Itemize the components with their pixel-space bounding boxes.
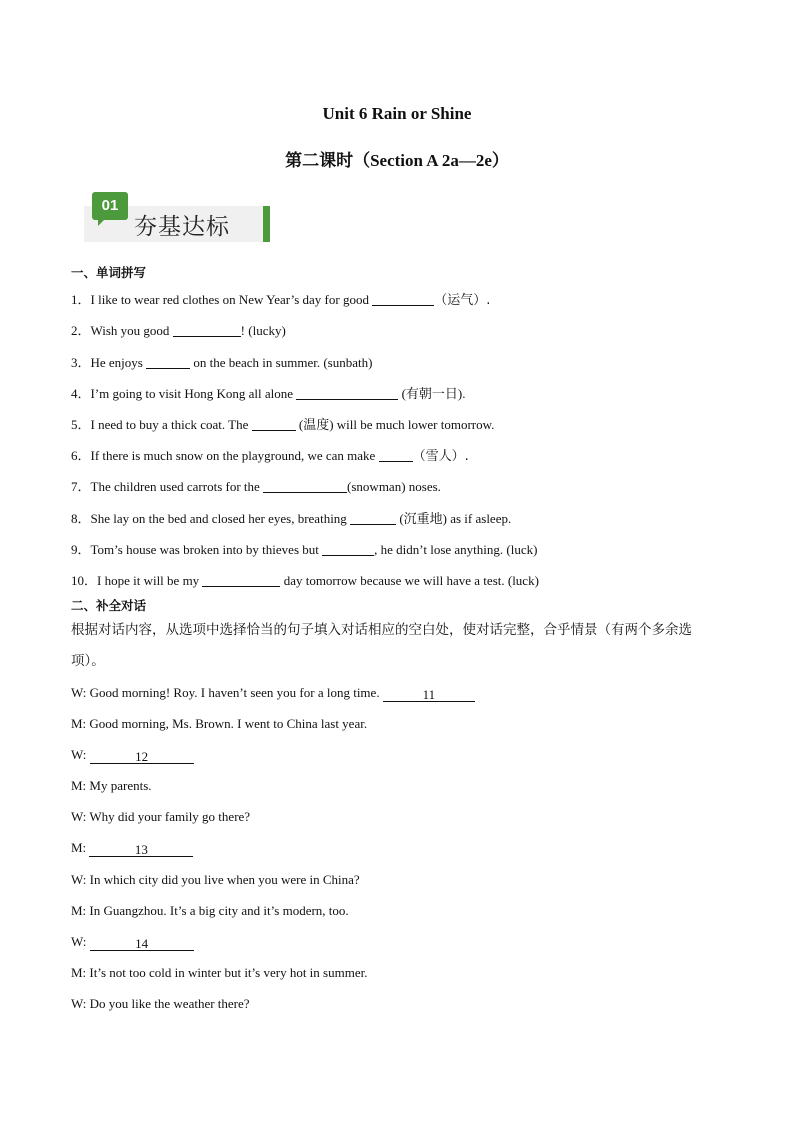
- question-3: 3．He enjoys on the beach in summer. (sunbath): [71, 355, 373, 370]
- answer-blank[interactable]: [202, 572, 280, 587]
- answer-blank[interactable]: 11: [383, 687, 475, 702]
- answer-blank[interactable]: [379, 447, 413, 462]
- question-8: 8．She lay on the bed and closed her eyes, breathing (沉重地) as if asleep.: [71, 511, 512, 526]
- dialogue-line: M: Good morning, Ms. Brown. I went to China last year.: [71, 716, 368, 731]
- dialogue-line: W: Do you like the weather there?: [71, 996, 250, 1011]
- answer-blank[interactable]: [372, 291, 434, 306]
- dialogue-line: W: Why did your family go there?: [71, 809, 251, 824]
- question-5: 5．I need to buy a thick coat. The (温度) will be much lower tomorrow.: [71, 417, 495, 432]
- question-9: 9．Tom’s house was broken into by thieves but , he didn’t lose anything. (luck): [71, 542, 538, 557]
- section2-instruction: 根据对话内容，从选项中选择恰当的句子填入对话相应的空白处，使对话完整，合乎情景（有两个多余选项）。: [71, 622, 692, 669]
- question-6: 6．If there is much snow on the playground, we can make （雪人）.: [71, 448, 469, 464]
- section1-heading: 一、单词拼写: [71, 265, 147, 280]
- question-4: 4．I’m going to visit Hong Kong all alone (有朝一日).: [71, 386, 466, 401]
- question-10: 10．I hope it will be my day tomorrow because we will have a test. (luck): [71, 573, 539, 588]
- question-2: 2．Wish you good ! (lucky): [71, 323, 286, 338]
- answer-blank[interactable]: [173, 322, 241, 337]
- dialogue-line: W: 14: [71, 934, 194, 951]
- answer-blank[interactable]: 12: [90, 749, 194, 764]
- answer-blank[interactable]: [263, 478, 347, 493]
- question-7: 7．The children used carrots for the (snowman) noses.: [71, 479, 441, 494]
- answer-blank[interactable]: [322, 541, 374, 556]
- dialogue-line: W: Good morning! Roy. I haven’t seen you for a long time. 11: [71, 685, 475, 702]
- answer-blank[interactable]: [296, 385, 398, 400]
- question-1: 1．I like to wear red clothes on New Year’s day for good （运气）.: [71, 292, 491, 308]
- section2-heading: 二、补全对话: [71, 598, 147, 613]
- dialogue-line: W: In which city did you live when you were in China?: [71, 872, 360, 887]
- answer-blank[interactable]: [350, 510, 396, 525]
- dialogue-line: W: 12: [71, 747, 194, 764]
- dialogue-line: M: It’s not too cold in winter but it’s very hot in summer.: [71, 965, 368, 980]
- answer-blank[interactable]: [252, 416, 296, 431]
- section-badge: [84, 192, 270, 244]
- dialogue-line: M: My parents.: [71, 778, 152, 793]
- unit-title: Unit 6 Rain or Shine: [322, 104, 472, 123]
- dialogue-line: M: In Guangzhou. It’s a big city and it’s modern, too.: [71, 903, 349, 918]
- dialogue-line: M: 13: [71, 840, 193, 857]
- answer-blank[interactable]: 13: [89, 842, 193, 857]
- badge-label: 夯基达标: [134, 214, 230, 240]
- answer-blank[interactable]: 14: [90, 936, 194, 951]
- badge-number: 01: [92, 192, 128, 220]
- lesson-title: 第二课时（Section A 2a—2e）: [285, 151, 509, 170]
- answer-blank[interactable]: [146, 354, 190, 369]
